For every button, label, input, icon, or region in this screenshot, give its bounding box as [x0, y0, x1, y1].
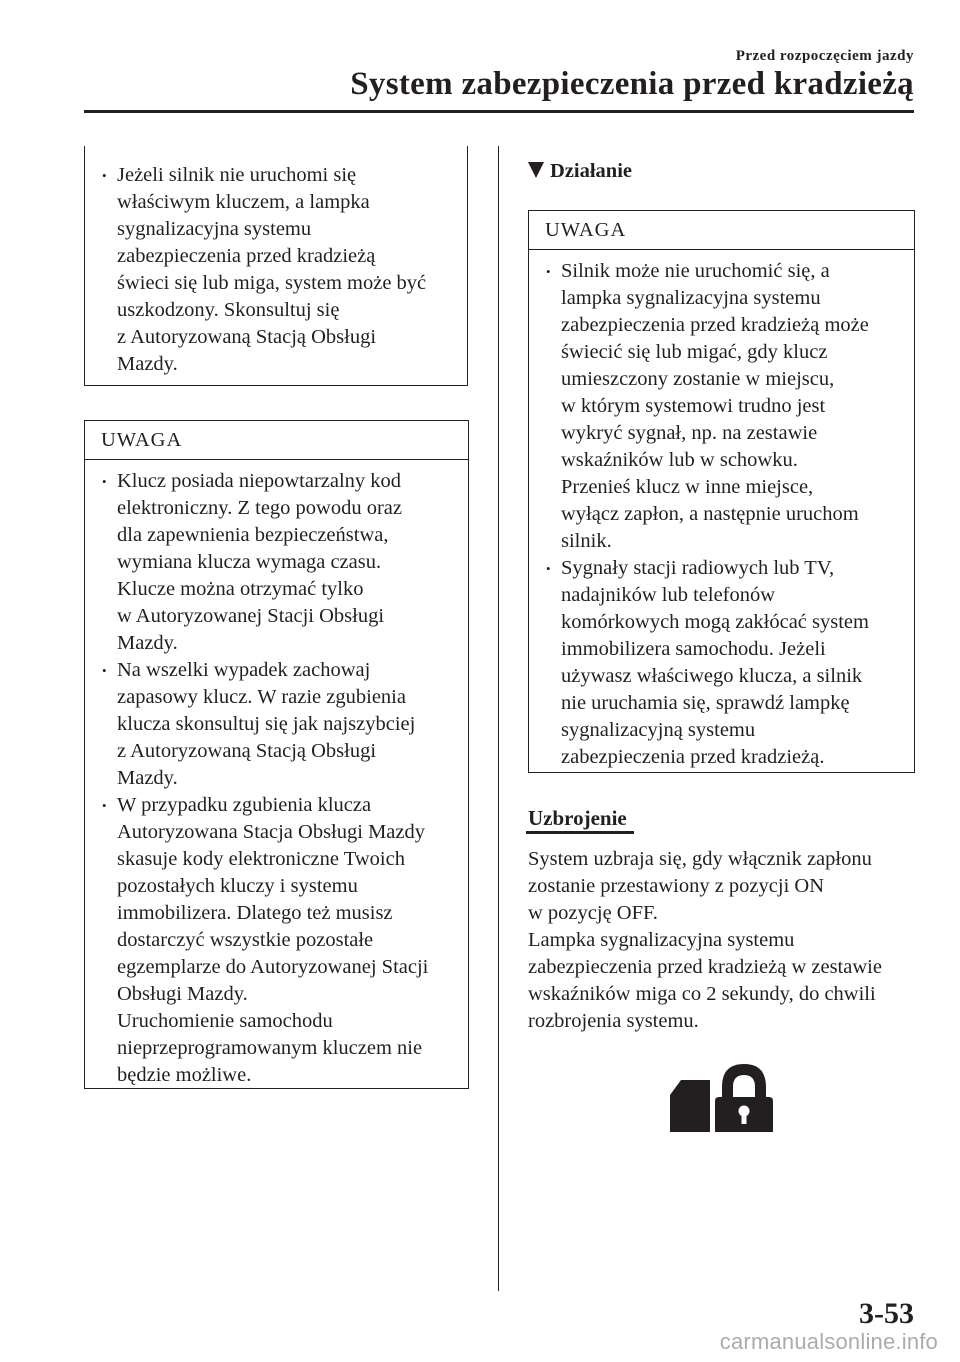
text-line: zabezpieczenia przed kradzieżą może: [561, 314, 869, 336]
text-line: wykryć sygnał, np. na zestawie: [561, 422, 818, 444]
text-line: Mazdy.: [117, 767, 178, 789]
text-line: w Autoryzowanej Stacji Obsługi: [117, 605, 385, 627]
text-line: immobilizera. Dlatego też musisz: [117, 902, 393, 924]
bullet-item: [529, 555, 914, 771]
text-line: elektroniczny. Z tego powodu oraz: [117, 497, 402, 519]
header-subtitle: Przed rozpoczęciem jazdy: [735, 48, 914, 64]
text-line: zabezpieczenia przed kradzieżą.: [561, 746, 825, 768]
text-line: Obsługi Mazdy.: [117, 983, 248, 1005]
text-line: wyłącz zapłon, a następnie uruchom: [561, 503, 859, 525]
note-list-right: [529, 250, 914, 771]
text-line: skasuje kody elektroniczne Twoich: [117, 848, 405, 870]
text-line: dla zapewnienia bezpieczeństwa,: [117, 524, 389, 546]
text-line: Autoryzowana Stacja Obsługi Mazdy: [117, 821, 425, 843]
text-line: Na wszelki wypadek zachowaj: [117, 659, 371, 681]
text-line: nie uruchamia się, sprawdź lampkę: [561, 692, 850, 714]
text-line: Jeżeli silnik nie uruchomi się: [117, 164, 357, 186]
text-line: Przenieś klucz w inne miejsce,: [561, 476, 814, 498]
text-line: lampka sygnalizacyjna systemu: [561, 287, 821, 309]
text-line: z Autoryzowaną Stacją Obsługi: [117, 326, 377, 348]
header-rule: [84, 110, 914, 113]
note-list-left: [85, 460, 468, 1089]
text-line: pozostałych kluczy i systemu: [117, 875, 358, 897]
text-line: Sygnały stacji radiowych lub TV,: [561, 557, 835, 579]
continued-note-list: [85, 146, 467, 378]
text-line: Silnik może nie uruchomić się, a: [561, 260, 830, 282]
note-heading: UWAGA: [85, 421, 468, 460]
text-line: Klucze można otrzymać tylko: [117, 578, 364, 600]
text-line: komórkowych mogą zakłócać system: [561, 611, 869, 633]
page-number: 3-53: [859, 1297, 914, 1330]
text-line: wymiana klucza wymaga czasu.: [117, 551, 382, 573]
text-line: dostarczyć wszystkie pozostałe: [117, 929, 374, 951]
text-line: wskaźników miga co 2 sekundy, do chwili: [528, 983, 876, 1005]
arming-paragraph: [528, 846, 928, 1035]
text-line: Uruchomienie samochodu: [117, 1010, 333, 1032]
text-line: rozbrojenia systemu.: [528, 1010, 699, 1032]
subheading: Uzbrojenie: [528, 806, 627, 830]
text-line: właściwym kluczem, a lampka: [117, 191, 370, 213]
text-line: System uzbraja się, gdy włącznik zapłonu: [528, 848, 872, 870]
text-line: immobilizera samochodu. Jeżeli: [561, 638, 826, 660]
text-line: W przypadku zgubienia klucza: [117, 794, 372, 816]
text-line: z Autoryzowaną Stacją Obsługi: [117, 740, 377, 762]
text-line: w którym systemowi trudno jest: [561, 395, 826, 417]
text-line: Mazdy.: [117, 632, 178, 654]
section-heading: [528, 160, 632, 183]
text-line: sygnalizacyjną systemu: [561, 719, 756, 741]
bullet-item: [529, 258, 914, 555]
text-line: sygnalizacyjna systemu: [117, 218, 312, 240]
watermark: carmanualsonline.info: [719, 1329, 938, 1354]
section-marker-icon: [528, 162, 544, 178]
text-line: Klucz posiada niepowtarzalny kod: [117, 470, 402, 492]
text-line: wskaźników lub w schowku.: [561, 449, 798, 471]
note-box-left: [84, 420, 469, 1089]
text-line: w pozycję OFF.: [528, 902, 658, 924]
page-title: System zabezpieczenia przed kradzieżą: [350, 66, 914, 102]
note-heading: UWAGA: [529, 211, 914, 250]
text-line: używasz właściwego klucza, a silnik: [561, 665, 863, 687]
text-line: uszkodzony. Skonsultuj się: [117, 299, 340, 321]
text-line: świecić się lub migać, gdy klucz: [561, 341, 828, 363]
text-line: zapasowy klucz. W razie zgubienia: [117, 686, 406, 708]
text-line: nieprzeprogramowanym kluczem nie: [117, 1037, 423, 1059]
text-line: klucza skonsultuj się jak najszybciej: [117, 713, 416, 735]
text-line: nadajników lub telefonów: [561, 584, 776, 606]
subheading-underline: [526, 831, 634, 834]
text-line: świeci się lub miga, system może być: [117, 272, 427, 294]
text-line: silnik.: [561, 530, 612, 552]
text-line: zabezpieczenia przed kradzieżą: [117, 245, 376, 267]
bullet-item: [85, 162, 467, 378]
text-line: Lampka sygnalizacyjna systemu: [528, 929, 795, 951]
bullet-item: [85, 657, 468, 792]
security-indicator-icon: [667, 1061, 779, 1140]
text-line: zostanie przestawiony z pozycji ON: [528, 875, 825, 897]
text-line: zabezpieczenia przed kradzieżą w zestawie: [528, 956, 882, 978]
continued-note-box: [84, 146, 468, 386]
column-divider: [498, 146, 499, 1291]
text-line: będzie możliwe.: [117, 1064, 252, 1086]
section-title: Działanie: [550, 160, 632, 182]
text-line: Mazdy.: [117, 353, 178, 375]
text-line: egzemplarze do Autoryzowanej Stacji: [117, 956, 429, 978]
note-box-right: [528, 210, 915, 773]
bullet-item: [85, 792, 468, 1089]
bullet-item: [85, 468, 468, 657]
text-line: umieszczony zostanie w miejscu,: [561, 368, 835, 390]
